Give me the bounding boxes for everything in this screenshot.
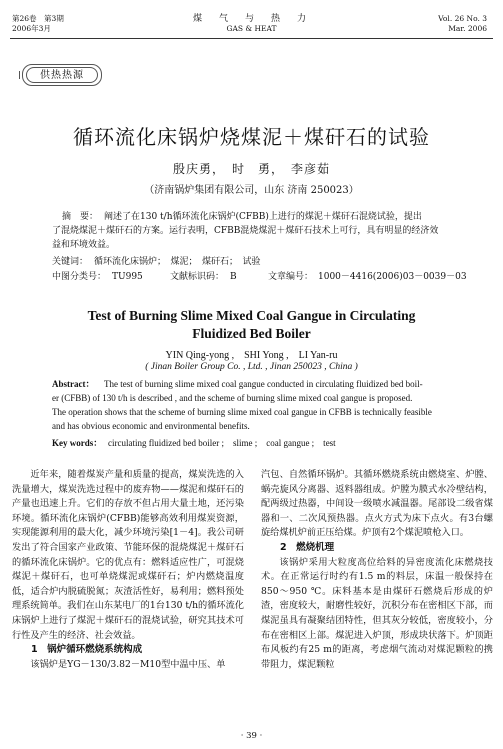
doc-code-value: B: [230, 272, 237, 282]
body-paragraph: 该锅炉是YG－130/3.82－M10型中温中压、单: [30, 658, 226, 670]
header-volume-en: [438, 14, 487, 34]
keywords-en-label: Key words：: [52, 438, 103, 448]
clc-value: TU995: [112, 272, 143, 282]
article-no-value: 1000－4416(2006)03－0039－03: [318, 272, 467, 282]
abstract-en-text4: and has obvious economic and environmental benefits.: [52, 421, 250, 431]
doc-code-label: 文献标识码：: [170, 272, 225, 282]
header-date-en: Mar. 2006: [448, 24, 487, 33]
header-vol-en: Vol. 26 No. 3: [438, 14, 487, 23]
article-no-label: 文章编号：: [268, 272, 314, 282]
keywords-cn-text: 循环流化床锅炉； 煤泥； 煤矸石； 试验: [94, 257, 261, 267]
keywords-cn-label: 关键词：: [52, 257, 89, 267]
authors-en: YIN Qing-yong , SHI Yong , LI Yan-ru: [165, 350, 338, 361]
body-paragraph: 该锅炉采用大粒度高位给料的异密度流化床燃烧技术。在正常运行时约有1.5 m的料层，床温一般保持在850～950 ℃。床料基本是由煤矸石燃烧后形成的炉渣，密度较大，耐磨性较好，沉积分布在密相区下部，而煤泥虽具有凝聚结团特性，但其灰分较低，密度较小，分布在密相区上部。煤泥进入炉顶，形成块状落下。炉顶距布风板约有25 m的距离，考虑烟气流动对煤泥颗粒的携带阻力，煤泥颗粒: [261, 556, 493, 670]
section-badge: [22, 64, 102, 86]
keywords-en-text: circulating fluidized bed boiler ; slime ; coal gangue ; test: [108, 438, 336, 448]
authors-cn: 殷庆勇， 时 勇， 李彦茹: [172, 162, 330, 176]
header-date-cn: 2006年3月: [12, 24, 51, 33]
abstract-cn-label: 摘 要：: [62, 212, 99, 222]
abstract-cn-text2: 了混烧煤泥＋煤矸石的方案。运行表明，CFBB混烧煤泥＋煤矸石技术上可行，具有明显的经济效: [52, 226, 439, 236]
abstract-en-label: Abstract：: [52, 379, 95, 389]
affiliation-en: ( Jinan Boiler Group Co. , Ltd. , Jinan 250023 , China ): [145, 362, 358, 372]
section-badge-label: 供热热源: [26, 67, 98, 83]
header-journal: [0, 14, 503, 34]
header-volume-cn: 第26卷 第3期: [12, 14, 64, 23]
page-number: · 39 ·: [240, 731, 263, 741]
badge-corner: [19, 71, 24, 79]
section-heading-1: 1 锅炉循环燃烧系统构成: [31, 644, 143, 656]
section-heading-2: 2 燃烧机理: [280, 541, 335, 553]
paper-title-en-line1: Test of Burning Slime Mixed Coal Gangue in Circulating: [87, 308, 416, 323]
journal-name-cn: 煤 气 与 热 力: [192, 14, 310, 24]
abstract-cn-text3: 益和环境效益。: [52, 240, 116, 250]
abstract-en-text3: The operation shows that the scheme of burning slime mixed coal gangue in CFBB is technically feasible: [52, 407, 432, 417]
header-rule: [10, 38, 493, 39]
abstract-en-text2: er (CFBB) of 130 t/h is described , and the scheme of burning slime mixed coal gangue is proposed.: [52, 393, 413, 403]
abstract-cn-text1: 阐述了在130 t/h循环流化床锅炉(CFBB)上进行的煤泥＋煤矸石混烧试验，提出: [104, 212, 422, 222]
journal-name-en: GAS & HEAT: [226, 24, 277, 33]
clc-label: 中图分类号：: [52, 272, 107, 282]
paper-title-cn: 循环流化床锅炉烧煤泥＋煤矸石的试验: [73, 125, 430, 149]
body-column-right: [261, 468, 493, 672]
affiliation-cn: （济南锅炉集团有限公司，山东 济南 250023）: [144, 185, 359, 196]
abstract-en-text1: The test of burning slime mixed coal gangue conducted in circulating fluidized bed boil-: [104, 379, 423, 389]
body-paragraph: 近年来，随着煤炭产量和质量的提高，煤炭洗选的入洗量增大，煤炭洗选过程中的废弃物——煤泥和煤矸石的产量也迅速上升。它们的存放不但占用大量土地，还污染环境。循环流化床锅炉(CFBB)能够高效利用煤炭资源，实现能源利用的最大化，减少环境污染[1－4]。我公司研发出了符合国家产业政策、节能环保的混烧煤泥＋煤矸石的循环流化床锅炉。它的优点有：燃料适应性广，可混烧煤泥＋煤矸石，也可单烧煤泥或煤矸石；炉内燃烧温度低，适合炉内脱硫脱氮；灰渣活性好，易利用；燃料预处理系统简单。我们在山东某电厂的1台130 t/h的循环流化床锅炉上进行了煤泥＋煤矸石的混烧试验，研究其技术可行性及产生的经济、社会效益。: [12, 469, 244, 641]
body-column-left: [12, 468, 244, 672]
body-paragraph: 汽包、自然循环锅炉。其循环燃烧系统由燃烧室、炉膛、蜗壳旋风分离器、返料器组成。炉膛为膜式水冷壁结构，配两级过热器，中间设一级喷水减温器。尾部设二级省煤器和一、二次风预热器。点火方式为床下点火。有3台螺旋给煤机炉前正压给煤。炉顶有2个煤泥喷枪入口。: [261, 469, 493, 539]
paper-title-en-line2: Fluidized Bed Boiler: [192, 326, 311, 341]
